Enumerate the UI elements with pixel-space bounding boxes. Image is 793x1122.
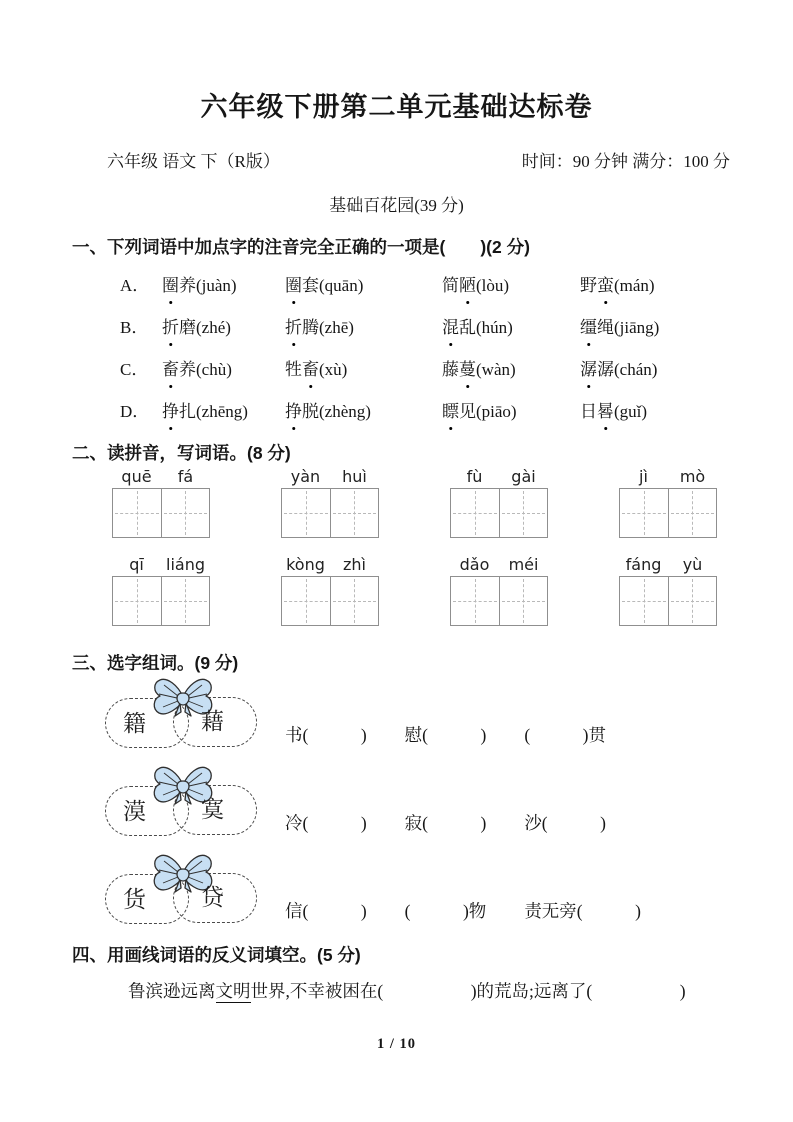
fill-in-items	[285, 898, 641, 934]
choice-character-right: 藉	[201, 709, 224, 734]
word-pinyin: (piāo)	[476, 402, 517, 421]
pinyin-word-group	[450, 554, 548, 626]
word-plain-char: 绳	[597, 318, 614, 337]
dotted-char: 蛮	[597, 272, 614, 300]
option-word	[162, 314, 285, 342]
dotted-char: 陋	[459, 272, 476, 300]
word-plain-char: 日	[580, 402, 597, 421]
word-pinyin: (zhé)	[196, 318, 231, 337]
write-in-grid-cell	[499, 577, 548, 625]
word-plain-char: 养	[179, 276, 196, 295]
exam-meta-right: 时间：90 分钟 满分：100 分	[521, 152, 730, 171]
option-word	[162, 398, 285, 426]
option-word	[162, 272, 285, 300]
fill-in-item: 寂( )	[404, 813, 487, 833]
option-word	[442, 272, 580, 300]
word-pinyin: (guǐ)	[614, 402, 648, 421]
option-word	[285, 356, 442, 384]
pinyin-label	[619, 554, 717, 576]
question-4	[0, 942, 793, 1004]
word-pinyin: (wàn)	[476, 360, 516, 379]
option-word	[285, 398, 442, 426]
fill-in-item: 冷( )	[285, 813, 367, 833]
write-in-grid-box	[112, 576, 210, 626]
word-pinyin: (zhèng)	[319, 402, 371, 421]
pinyin-write-rows	[0, 466, 793, 626]
dotted-char: 挣	[162, 398, 179, 426]
character-choice-pair	[105, 678, 265, 758]
question-1-title: 一、下列词语中加点字的注音完全正确的一项是( )(2 分)	[72, 237, 530, 257]
choice-character-left: 漠	[123, 799, 146, 824]
pinyin-syllable: gài	[511, 467, 536, 486]
fill-in-item: ( )物	[404, 901, 487, 921]
word-pinyin: (lòu)	[476, 276, 510, 295]
question-2	[0, 440, 793, 626]
pinyin-syllable: zhì	[343, 555, 366, 574]
fill-in-item: 信( )	[285, 901, 367, 921]
option-row	[0, 314, 793, 342]
option-word	[580, 314, 793, 342]
dotted-char: 缰	[580, 314, 597, 342]
question-3-title: 三、选字组词。(9 分)	[72, 653, 239, 673]
write-in-grid-cell	[668, 577, 717, 625]
write-in-grid-cell	[161, 489, 210, 537]
question-3	[0, 650, 793, 934]
word-plain-char: 潺	[597, 360, 614, 379]
question-1-options	[0, 272, 793, 426]
write-in-grid-box	[619, 576, 717, 626]
pinyin-word-group	[450, 466, 548, 538]
question-2-title: 二、读拼音，写词语。(8 分)	[72, 443, 291, 463]
fill-in-item: 沙( )	[524, 813, 606, 833]
pinyin-word-group	[281, 554, 379, 626]
fill-in-item: ( )贯	[524, 725, 606, 745]
option-word	[580, 356, 793, 384]
pinyin-syllable: qī	[129, 555, 144, 574]
word-pinyin: (juàn)	[196, 276, 237, 295]
choose-character-row	[0, 854, 793, 934]
exam-meta-row	[0, 150, 793, 174]
pinyin-syllable: yàn	[290, 467, 321, 486]
word-plain-char: 见	[459, 402, 476, 421]
dotted-char: 瞟	[442, 398, 459, 426]
choose-character-row	[0, 678, 793, 758]
word-pinyin: (zhēng)	[196, 402, 248, 421]
word-pinyin: (mán)	[614, 276, 655, 295]
word-plain-char: 磨	[179, 318, 196, 337]
option-letter: C．	[120, 360, 149, 379]
write-in-grid-cell	[451, 577, 499, 625]
fill-in-sentence	[0, 978, 793, 1004]
pinyin-word-group	[619, 554, 717, 626]
word-pinyin: (zhē)	[319, 318, 354, 337]
write-in-grid-cell	[620, 489, 668, 537]
question-1	[0, 234, 793, 426]
word-plain-char: 脱	[302, 402, 319, 421]
pinyin-syllable: liáng	[166, 555, 205, 574]
word-plain-char: 牲	[285, 360, 302, 379]
option-row	[0, 398, 793, 426]
dotted-char: 潺	[580, 356, 597, 384]
write-in-grid-cell	[451, 489, 499, 537]
word-pinyin: (hún)	[476, 318, 513, 337]
word-plain-char: 藤	[442, 360, 459, 379]
choose-character-groups	[0, 678, 793, 934]
dotted-char: 折	[162, 314, 179, 342]
write-in-grid-box	[450, 576, 548, 626]
option-word	[442, 314, 580, 342]
dotted-char: 畜	[302, 356, 319, 384]
word-plain-char: 扎	[179, 402, 196, 421]
pinyin-syllable: méi	[508, 555, 539, 574]
pinyin-label	[281, 466, 379, 488]
option-word	[285, 272, 442, 300]
pinyin-syllable: fù	[466, 467, 483, 486]
write-in-grid-cell	[113, 489, 161, 537]
option-word	[442, 398, 580, 426]
write-in-grid-cell	[668, 489, 717, 537]
option-word	[442, 356, 580, 384]
fill-in-item: 慰( )	[404, 725, 487, 745]
write-in-grid-cell	[499, 489, 548, 537]
page-title: 六年级下册第二单元基础达标卷	[200, 92, 593, 122]
pinyin-syllable: fáng	[625, 555, 662, 574]
pinyin-syllable: huì	[342, 467, 367, 486]
character-choice-pair	[105, 766, 265, 846]
option-word	[580, 398, 793, 426]
write-in-grid-cell	[282, 489, 330, 537]
dotted-char: 晷	[597, 398, 614, 426]
dotted-char: 折	[285, 314, 302, 342]
pinyin-word-group	[619, 466, 717, 538]
write-in-grid-box	[281, 488, 379, 538]
pinyin-syllable: quē	[121, 467, 152, 486]
pinyin-word-group	[281, 466, 379, 538]
pinyin-label	[112, 466, 210, 488]
option-row	[0, 272, 793, 300]
choice-character-right: 寞	[201, 797, 224, 822]
write-in-grid-box	[619, 488, 717, 538]
option-letter: A．	[120, 276, 150, 295]
pinyin-label	[450, 554, 548, 576]
word-plain-char: 养	[179, 360, 196, 379]
pinyin-label	[281, 554, 379, 576]
pinyin-label	[619, 466, 717, 488]
fill-in-items	[285, 810, 606, 846]
dotted-char: 蔓	[459, 356, 476, 384]
dotted-char: 圈	[162, 272, 179, 300]
question-4-title: 四、用画线词语的反义词填空。(5 分)	[72, 945, 361, 965]
pinyin-label	[112, 554, 210, 576]
pinyin-syllable: kòng	[286, 555, 325, 574]
pinyin-syllable: jì	[639, 467, 648, 486]
choice-character-left: 籍	[123, 711, 146, 736]
dotted-char: 挣	[285, 398, 302, 426]
write-in-grid-cell	[330, 577, 379, 625]
write-in-grid-cell	[330, 489, 379, 537]
fill-in-item: 责无旁( )	[524, 901, 641, 921]
option-letter: D．	[120, 402, 150, 421]
option-word	[162, 356, 285, 384]
pinyin-row	[0, 554, 793, 626]
choose-character-row	[0, 766, 793, 846]
word-plain-char: 简	[442, 276, 459, 295]
dotted-char: 圈	[285, 272, 302, 300]
character-choice-pair	[105, 854, 265, 934]
dotted-char: 混	[442, 314, 459, 342]
section-title: 基础百花园(39 分)	[329, 196, 464, 215]
pinyin-word-group	[112, 466, 210, 538]
fill-in-items	[285, 722, 606, 758]
option-letter: B．	[120, 318, 149, 337]
write-in-grid-box	[281, 576, 379, 626]
pinyin-syllable: fá	[177, 467, 194, 486]
sentence-post: 世界,不幸被困在( )的荒岛;远离了( )	[250, 981, 686, 1001]
write-in-grid-cell	[620, 577, 668, 625]
choice-character-right: 贷	[201, 885, 224, 910]
write-in-grid-cell	[161, 577, 210, 625]
option-word	[285, 314, 442, 342]
option-word	[580, 272, 793, 300]
write-in-grid-box	[450, 488, 548, 538]
pinyin-row	[0, 466, 793, 538]
choice-character-left: 货	[123, 887, 146, 912]
word-plain-char: 套	[302, 276, 319, 295]
sentence-pre: 鲁滨逊远离	[128, 981, 216, 1001]
word-pinyin: (chù)	[196, 360, 232, 379]
write-in-grid-cell	[282, 577, 330, 625]
word-pinyin: (quān)	[319, 276, 364, 295]
pinyin-syllable: dǎo	[459, 555, 490, 574]
write-in-grid-box	[112, 488, 210, 538]
word-pinyin: (chán)	[614, 360, 658, 379]
pinyin-syllable: yù	[682, 555, 703, 574]
pinyin-syllable: mò	[679, 467, 706, 486]
option-row	[0, 356, 793, 384]
word-plain-char: 腾	[302, 318, 319, 337]
word-plain-char: 乱	[459, 318, 476, 337]
dotted-char: 畜	[162, 356, 179, 384]
word-pinyin: (xù)	[319, 360, 348, 379]
page-number: 1 / 10	[376, 1036, 417, 1052]
exam-meta-left: 六年级 语文 下（R版）	[107, 152, 280, 171]
underlined-word: 文明	[215, 981, 251, 1001]
fill-in-item: 书( )	[285, 725, 367, 745]
word-plain-char: 野	[580, 276, 597, 295]
write-in-grid-cell	[113, 577, 161, 625]
pinyin-label	[450, 466, 548, 488]
word-pinyin: (jiāng)	[614, 318, 660, 337]
pinyin-word-group	[112, 554, 210, 626]
